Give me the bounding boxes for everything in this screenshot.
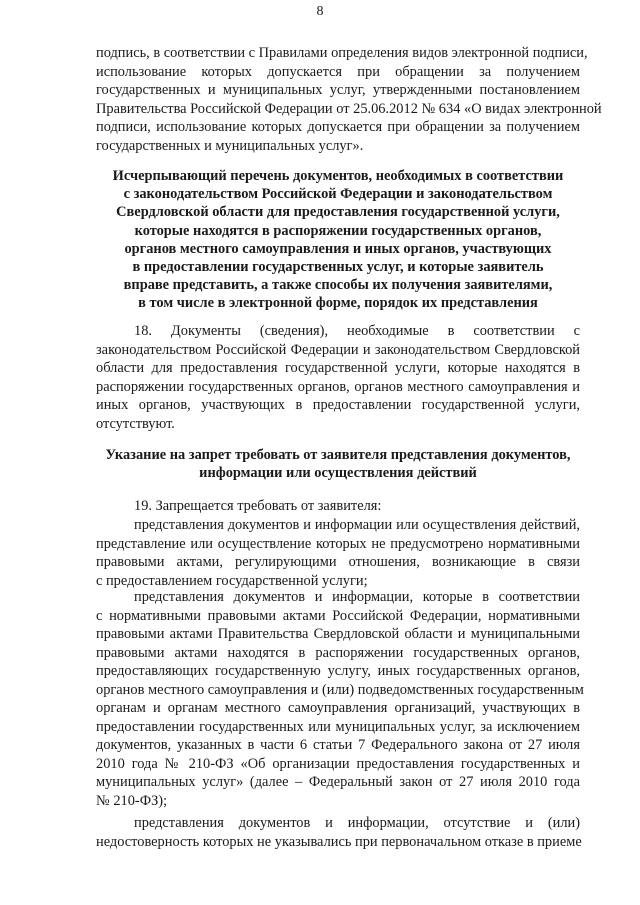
- text-line: с предоставлением государственной услуги;: [96, 572, 368, 589]
- text-line: органов местного самоуправления и (или) подведомственных государственным: [96, 681, 584, 698]
- text-line: недостоверность которых не указывались при первоначальном отказе в приеме: [96, 833, 582, 850]
- paragraph-19-item-3: [96, 814, 580, 851]
- paragraph-19-item-1: [96, 516, 580, 590]
- text-line: представление или осуществление которых не предусмотрено нормативными: [96, 535, 580, 552]
- text-line: использование которых допускается при обращении за получением: [96, 63, 580, 80]
- heading-line: органов местного самоуправления и иных органов, участвующих: [124, 240, 552, 257]
- text-line: государственных и муниципальных услуг».: [96, 137, 364, 154]
- text-line: 18. Документы (сведения), необходимые в соответствии с: [134, 323, 580, 339]
- heading-line: которые находятся в распоряжении государственных органов,: [134, 222, 542, 239]
- text-line: № 210-ФЗ);: [96, 792, 168, 809]
- text-line: правовыми актами Правительства Свердловской области и муниципальными: [96, 626, 580, 642]
- paragraph-18: [96, 322, 580, 433]
- text-line: органам и органам местного самоуправления организаций, участвующих в: [96, 700, 580, 716]
- text-line: правовыми актами, регулирующими отношения, возникающие в связи: [96, 554, 580, 570]
- text-line: иных органов, участвующих в предоставлении государственной услуги,: [96, 397, 580, 413]
- text-line: представления документов и информации, отсутствие и (или): [134, 815, 580, 831]
- intro-paragraph: [96, 44, 602, 155]
- heading-line: информации или осуществления действий: [199, 465, 477, 482]
- text-line: области для предоставления государственной услуги, которые находятся в: [96, 360, 580, 376]
- text-line: государственных и муниципальных услуг, утвержденными постановлением: [96, 82, 580, 98]
- text-line: муниципальных услуг» (далее – Федеральный закон от 27 июля 2010 года: [96, 774, 580, 790]
- text-line: с нормативными правовыми актами Российской Федерации, нормативными: [96, 607, 580, 624]
- text-line: Правительства Российской Федерации от 25.06.2012 № 634 «О видах электронной: [96, 100, 602, 117]
- heading-line: с законодательством Российской Федерации и законодательством: [123, 186, 553, 203]
- heading-line: в том числе в электронной форме, порядок их представления: [138, 295, 538, 312]
- text-line: правовыми актами находятся в распоряжении государственных органов,: [96, 644, 580, 661]
- text-line: предоставляющих государственную услугу, иных государственных органов,: [96, 663, 580, 679]
- text-line: подписи, использование которых допускается при обращении за получением: [96, 119, 580, 135]
- text-line: 2010 года № 210-ФЗ «Об организации предоставления государственных и: [96, 755, 580, 772]
- paragraph-19: [96, 497, 580, 516]
- text-line: 19. Запрещается требовать от заявителя:: [134, 498, 382, 514]
- text-line: распоряжении государственных органов, органов местного самоуправления и: [96, 378, 580, 395]
- page-number: 8: [316, 4, 324, 19]
- section-heading-documents: [96, 167, 580, 313]
- heading-line: в предоставлении государственных услуг, и которые заявитель: [132, 258, 544, 275]
- text-line: предоставлении государственных или муниципальных услуг, за исключением: [96, 718, 580, 735]
- text-line: документов, указанных в части 6 статьи 7 Федерального закона от 27 июля: [96, 737, 580, 753]
- heading-line: Указание на запрет требовать от заявителя представления документов,: [105, 447, 571, 463]
- text-line: представления документов и информации, которые в соответствии: [134, 589, 580, 605]
- text-line: представления документов и информации или осуществления действий,: [134, 517, 580, 533]
- heading-line: вправе представить, а также способы их получения заявителями,: [123, 277, 553, 294]
- heading-line: Свердловской области для предоставления государственной услуги,: [116, 204, 560, 221]
- heading-line: Исчерпывающий перечень документов, необходимых в соответствии: [112, 168, 564, 184]
- section-heading-prohibition: [96, 446, 580, 482]
- text-line: отсутствуют.: [96, 415, 175, 432]
- paragraph-19-item-2: [96, 588, 584, 810]
- text-line: подпись, в соответствии с Правилами определения видов электронной подписи,: [96, 45, 588, 61]
- text-line: законодательством Российской Федерации и законодательством Свердловской: [96, 341, 580, 358]
